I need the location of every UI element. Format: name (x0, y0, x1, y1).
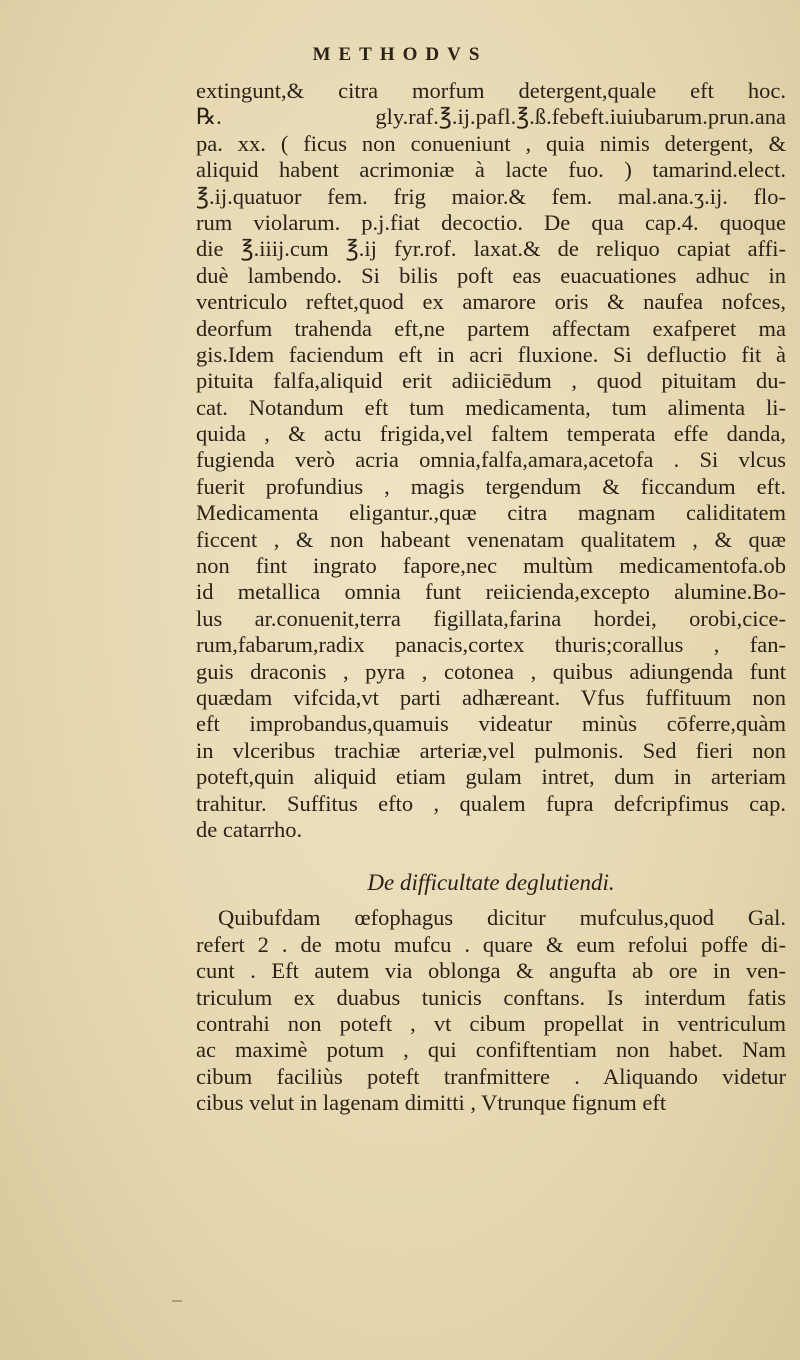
text-line: pa. xx. ( ficus non conueniunt , quia nimis detergent, & (196, 130, 786, 156)
text-line: non fint ingrato fapore,nec multùm medicamentofa.ob (196, 553, 786, 579)
text-line: ℞. gly.raf.℥.ij.pafl.℥.ß.febeft.iuiubarum.prun.ana (196, 104, 786, 130)
text-line: extingunt,& citra morfum detergent,quale eft hoc. (196, 78, 786, 103)
text-line: ventriculo reftet,quod ex amarore oris & naufea nofces, (196, 289, 786, 315)
text-line: quædam vifcida,vt parti adhæreant. Vfus fuffituum non (196, 684, 786, 710)
text-line: pituita falfa,aliquid erit adiiciēdum , quod pituitam du- (196, 368, 786, 394)
paragraph-deglutition (196, 905, 786, 1116)
text-line: cibus velut in lagenam dimitti , Vtrunque fignum eft (196, 1090, 667, 1116)
section-title: De difficultate deglutiendi. (367, 870, 615, 896)
running-header: METHODVS (312, 44, 488, 65)
text-line: cat. Notandum eft tum medicamenta, tum alimenta li- (196, 394, 786, 420)
text-line: trahitur. Suffitus efto , qualem fupra defcripfimus cap. (196, 790, 786, 816)
text-line: deorfum trahenda eft,ne partem affectam exafperet ma (196, 315, 786, 341)
text-line: id metallica omnia funt reiicienda,excepto alumine.Bo- (196, 579, 786, 605)
text-line: fugienda verò acria omnia,falfa,amara,acetofa . Si vlcus (196, 447, 786, 473)
text-line: triculum ex duabus tunicis conftans. Is interdum fatis (196, 984, 786, 1010)
text-line: aliquid habent acrimoniæ à lacte fuo. ) tamarind.elect. (196, 157, 786, 183)
text-line: guis draconis , pyra , cotonea , quibus adiungenda funt (196, 658, 786, 684)
text-line: rum,fabarum,radix panacis,cortex thuris;corallus , fan- (196, 632, 786, 658)
text-line: quida , & actu frigida,vel faltem temperata effe danda, (196, 421, 786, 447)
text-line: Medicamenta eligantur.,quæ citra magnam caliditatem (196, 500, 786, 526)
text-line: cibum faciliùs poteft tranfmittere . Aliquando videtur (196, 1063, 786, 1089)
text-line: refert 2 . de motu mufcu . quare & eum refolui poffe di- (196, 931, 786, 957)
text-line: duè lambendo. Si bilis poft eas euacuationes adhuc in (196, 262, 786, 288)
text-line: ficcent , & non habeant venenatam qualitatem , & quæ (196, 526, 786, 552)
text-line: lus ar.conuenit,terra figillata,farina hordei, orobi,cice- (196, 605, 786, 631)
text-line: contrahi non poteft , vt cibum propellat in ventriculum (196, 1010, 786, 1036)
text-line: in vlceribus trachiæ arteriæ,vel pulmonis. Sed fieri non (196, 737, 786, 763)
text-line: de catarrho. (196, 816, 303, 842)
paragraph-recipe (196, 78, 786, 843)
text-line: poteft,quin aliquid etiam gulam intret, dum in arteriam (196, 764, 786, 790)
text-line: cunt . Eft autem via oblonga & angufta ab ore in ven- (196, 958, 786, 984)
text-line: rum violarum. p.j.fiat decoctio. De qua cap.4. quoque (196, 209, 786, 235)
text-line: die ℥.iiij.cum ℥.ij fyr.rof. laxat.& de reliquo capiat affi- (196, 236, 786, 262)
text-line: fuerit profundius , magis tergendum & ficcandum eft. (196, 473, 786, 499)
text-line: gis.Idem faciendum eft in acri fluxione. Si defluctio fit à (196, 341, 786, 367)
text-line: eft improbandus,quamuis videatur minùs cōferre,quàm (196, 711, 786, 737)
margin-mark (172, 1300, 182, 1302)
text-block (196, 78, 786, 1116)
text-line: Quibufdam œfophagus dicitur mufculus,quod Gal. (218, 905, 786, 931)
text-line: ℥.ij.quatuor fem. frig maior.& fem. mal.ana.ʒ.ij. flo- (196, 183, 786, 209)
text-line: ac maximè potum , qui confiftentiam non habet. Nam (196, 1037, 786, 1063)
